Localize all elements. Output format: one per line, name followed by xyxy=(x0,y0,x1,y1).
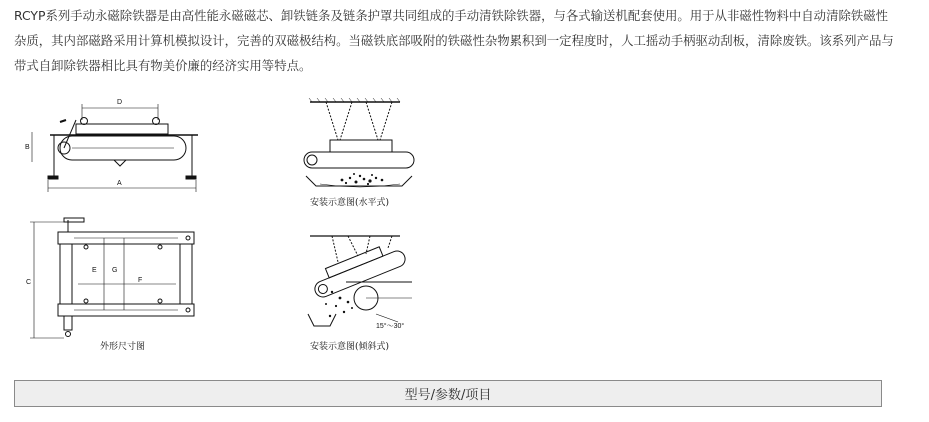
params-tab-bar[interactable] xyxy=(14,380,882,407)
params-tab-label: 型号/参数/项目 xyxy=(404,388,492,403)
caption-install-horizontal: 安装示意图(水平式) xyxy=(310,198,390,208)
dim-label-A: A xyxy=(117,180,122,187)
dim-label-D: D xyxy=(117,99,123,106)
dim-label-B: B xyxy=(25,144,30,151)
drawings-svg xyxy=(20,92,440,354)
inclined-install-drawing xyxy=(308,236,412,326)
caption-outline-dimensions: 外形尺寸图 xyxy=(100,342,146,352)
dim-label-G: G xyxy=(112,267,118,274)
horizontal-install-drawing xyxy=(304,98,414,187)
plan-view-drawing xyxy=(30,218,194,338)
dim-label-F: F xyxy=(138,277,143,284)
product-description: RCYP系列手动永磁除铁器是由高性能永磁磁芯、卸铁链条及链条护罩共同组成的手动清铁除铁器，与各式输送机配套使用。用于从非磁性物料中自动清除铁磁性杂质，其内部磁路采用计算机模拟设计，完善的双磁极结构。当磁铁底部吸附的铁磁性杂物累积到一定程度时，人工摇动手柄驱动刮板，清除废铁。该系列产品与带式自卸除铁器相比具有物美价廉的经济实用等特点。 xyxy=(14,8,894,73)
caption-install-inclined: 安装示意图(倾斜式) xyxy=(310,342,390,352)
dim-label-C: C xyxy=(26,279,32,286)
dim-label-E: E xyxy=(92,267,97,274)
angle-label: 15°～30° xyxy=(376,323,405,330)
technical-drawings xyxy=(20,92,440,354)
front-elevation-drawing xyxy=(32,104,198,192)
material-particles xyxy=(341,173,384,185)
